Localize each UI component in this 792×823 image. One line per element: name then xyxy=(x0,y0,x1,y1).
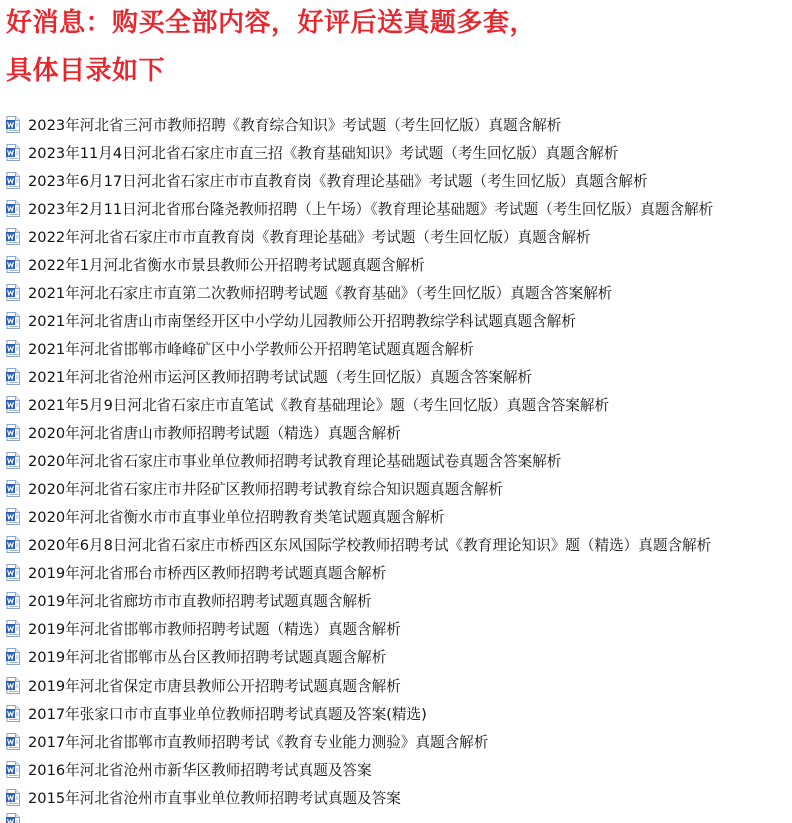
file-list-item[interactable] xyxy=(6,222,591,250)
file-list-item[interactable] xyxy=(6,306,576,334)
announcement-line-1: 好消息：购买全部内容，好评后送真题多套， xyxy=(6,8,537,38)
file-list-item[interactable] xyxy=(6,334,474,362)
file-list-item[interactable] xyxy=(6,783,401,811)
file-name: 2022年河北省石家庄市市直教育岗《教育理论基础》考试题（考生回忆版）真题含解析 xyxy=(28,228,591,246)
file-list-item[interactable] xyxy=(6,615,401,643)
file-list-item[interactable] xyxy=(6,755,372,783)
file-name: 2023年11月4日河北省石家庄市直三招《教育基础知识》考试题（考生回忆版）真题含解析 xyxy=(28,144,619,162)
word-document-icon xyxy=(6,480,20,497)
word-document-icon xyxy=(6,144,20,161)
word-document-icon xyxy=(6,228,20,245)
file-list-item[interactable] xyxy=(6,278,612,306)
file-name: 2021年5月9日河北省石家庄市直笔试《教育基础理论》题（考生回忆版）真题含答案解析 xyxy=(28,397,610,414)
file-list-item[interactable] xyxy=(6,250,425,278)
file-list-item[interactable] xyxy=(6,391,609,419)
file-name: 2020年6月8日河北省石家庄市桥西区东风国际学校教师招聘考试《教育理论知识》题（精选）真题含解析 xyxy=(28,537,712,555)
word-document-icon xyxy=(6,312,20,329)
file-list-item[interactable] xyxy=(6,643,386,671)
file-list-item[interactable] xyxy=(6,475,503,503)
file-list-item[interactable] xyxy=(6,447,561,475)
file-name: 2017年张家口市市直事业单位教师招聘考试真题及答案(精选) xyxy=(28,705,427,723)
file-list-item[interactable] xyxy=(6,587,372,615)
word-document-icon xyxy=(6,761,20,778)
announcement-line-2: 具体目录如下 xyxy=(6,56,166,86)
file-name: 2019年河北省邯郸市丛台区教师招聘考试题真题含解析 xyxy=(28,649,387,667)
word-document-icon xyxy=(6,424,20,441)
file-list-item-partial[interactable] xyxy=(6,813,28,823)
file-name: 2022年1月河北省衡水市景县教师公开招聘考试题真题含解析 xyxy=(28,256,425,274)
word-document-icon xyxy=(6,813,20,823)
word-document-icon xyxy=(6,116,20,133)
file-name: 2017年河北省邯郸市直教师招聘考试《教育专业能力测验》真题含解析 xyxy=(28,733,489,751)
word-document-icon xyxy=(6,789,20,806)
word-document-icon xyxy=(6,200,20,217)
word-document-icon xyxy=(6,256,20,273)
file-name: 2020年河北省石家庄市井陉矿区教师招聘考试教育综合知识题真题含解析 xyxy=(28,481,503,499)
file-list-item[interactable] xyxy=(6,166,648,194)
word-document-icon xyxy=(6,452,20,469)
word-document-icon xyxy=(6,536,20,553)
file-name: 2015年河北省沧州市直事业单位教师招聘考试真题及答案 xyxy=(28,789,401,807)
file-name: 2023年2月11日河北省邢台隆尧教师招聘（上午场）《教育理论基础题》考试题（考生回忆版）真题含解析 xyxy=(28,200,714,218)
word-document-icon xyxy=(6,620,20,637)
file-name: 2020年河北省衡水市市直事业单位招聘教育类笔试题真题含解析 xyxy=(28,509,445,527)
word-document-icon xyxy=(6,172,20,189)
word-document-icon xyxy=(6,705,20,722)
file-name: 2019年河北省邢台市桥西区教师招聘考试题真题含解析 xyxy=(28,565,387,583)
word-document-icon xyxy=(6,508,20,525)
file-list-item[interactable] xyxy=(6,503,445,531)
file-name: 2021年河北省沧州市运河区教师招聘考试试题（考生回忆版）真题含答案解析 xyxy=(28,368,533,386)
file-list-item[interactable] xyxy=(6,362,532,390)
word-document-icon xyxy=(6,340,20,357)
word-document-icon xyxy=(6,592,20,609)
file-name: 2020年河北省唐山市教师招聘考试题（精选）真题含解析 xyxy=(28,425,401,443)
word-document-icon xyxy=(6,396,20,413)
file-name: 2021年河北省唐山市南堡经开区中小学幼儿园教师公开招聘教综学科试题真题含解析 xyxy=(28,312,576,330)
file-name: 2023年河北省三河市教师招聘《教育综合知识》考试题（考生回忆版）真题含解析 xyxy=(28,116,562,134)
file-name: 2019年河北省保定市唐县教师公开招聘考试题真题含解析 xyxy=(28,677,401,695)
word-document-icon xyxy=(6,368,20,385)
file-name: 2021年河北石家庄市直第二次教师招聘考试题《教育基础》（考生回忆版）真题含答案解析 xyxy=(28,284,613,302)
file-list-item[interactable] xyxy=(6,699,427,727)
word-document-icon xyxy=(6,648,20,665)
word-document-icon xyxy=(6,284,20,301)
file-list-item[interactable] xyxy=(6,727,488,755)
file-name: 2019年河北省邯郸市教师招聘考试题（精选）真题含解析 xyxy=(28,621,401,639)
file-list-item[interactable] xyxy=(6,531,711,559)
file-list-item[interactable] xyxy=(6,138,618,166)
file-name: 2023年6月17日河北省石家庄市市直教育岗《教育理论基础》考试题（考生回忆版）真题含解析 xyxy=(28,172,648,190)
announcement-header xyxy=(6,8,536,86)
file-list-item[interactable] xyxy=(6,671,401,699)
file-name: 2021年河北省邯郸市峰峰矿区中小学教师公开招聘笔试题真题含解析 xyxy=(28,340,474,358)
file-list-item[interactable] xyxy=(6,559,386,587)
file-list-item[interactable] xyxy=(6,110,561,138)
word-document-icon xyxy=(6,677,20,694)
file-name: 2019年河北省廊坊市市直教师招聘考试题真题含解析 xyxy=(28,593,372,611)
file-list-item[interactable] xyxy=(6,194,713,222)
word-document-icon xyxy=(6,564,20,581)
file-name: 2020年河北省石家庄市事业单位教师招聘考试教育理论基础题试卷真题含答案解析 xyxy=(28,453,562,471)
file-list-item[interactable] xyxy=(6,419,401,447)
file-name: 2016年河北省沧州市新华区教师招聘考试真题及答案 xyxy=(28,761,372,779)
word-document-icon xyxy=(6,733,20,750)
